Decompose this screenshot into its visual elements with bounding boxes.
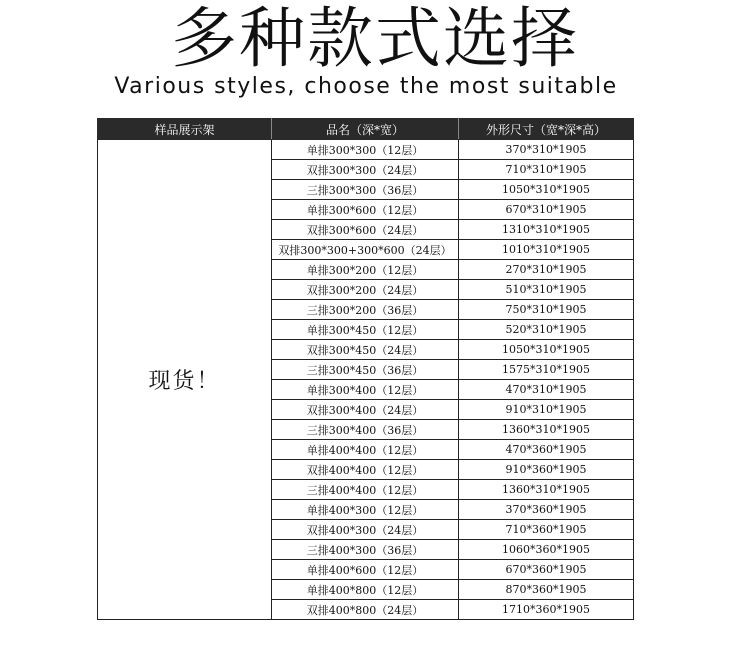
header-dimensions: 外形尺寸（宽*深*高） <box>459 119 634 140</box>
dimensions-cell: 520*310*1905 <box>459 320 634 340</box>
dimensions-cell: 270*310*1905 <box>459 260 634 280</box>
product-name-cell: 单排300*200（12层） <box>272 260 459 280</box>
product-name-cell: 双排400*800（24层） <box>272 600 459 620</box>
product-name-cell: 单排300*450（12层） <box>272 320 459 340</box>
spec-table <box>97 118 634 620</box>
table-body <box>98 140 634 620</box>
dimensions-cell: 870*360*1905 <box>459 580 634 600</box>
dimensions-cell: 1310*310*1905 <box>459 220 634 240</box>
product-name-cell: 单排300*600（12层） <box>272 200 459 220</box>
dimensions-cell: 1575*310*1905 <box>459 360 634 380</box>
dimensions-cell: 670*360*1905 <box>459 560 634 580</box>
dimensions-cell: 710*360*1905 <box>459 520 634 540</box>
dimensions-cell: 1050*310*1905 <box>459 180 634 200</box>
dimensions-cell: 370*360*1905 <box>459 500 634 520</box>
product-name-cell: 三排300*200（36层） <box>272 300 459 320</box>
dimensions-cell: 1050*310*1905 <box>459 340 634 360</box>
dimensions-cell: 710*310*1905 <box>459 160 634 180</box>
product-name-cell: 三排300*450（36层） <box>272 360 459 380</box>
product-name-cell: 三排300*400（36层） <box>272 420 459 440</box>
stock-status-label: 现货！ <box>98 140 272 620</box>
dimensions-cell: 470*310*1905 <box>459 380 634 400</box>
header-product-name: 品名（深*宽） <box>272 119 459 140</box>
product-name-cell: 单排400*800（12层） <box>272 580 459 600</box>
table-row <box>98 140 634 160</box>
product-name-cell: 双排400*300（24层） <box>272 520 459 540</box>
product-name-cell: 单排300*300（12层） <box>272 140 459 160</box>
product-name-cell: 三排400*400（12层） <box>272 480 459 500</box>
table-header-row <box>98 119 634 140</box>
product-name-cell: 单排400*300（12层） <box>272 500 459 520</box>
product-name-cell: 三排300*300（36层） <box>272 180 459 200</box>
product-name-cell: 双排400*400（12层） <box>272 460 459 480</box>
product-name-cell: 单排400*400（12层） <box>272 440 459 460</box>
dimensions-cell: 910*360*1905 <box>459 460 634 480</box>
dimensions-cell: 1010*310*1905 <box>459 240 634 260</box>
product-name-cell: 单排300*400（12层） <box>272 380 459 400</box>
product-name-cell: 双排300*300+300*600（24层） <box>272 240 459 260</box>
header-sample-rack: 样品展示架 <box>98 119 272 140</box>
page-title: 多种款式选择 <box>171 0 579 77</box>
product-name-cell: 双排300*400（24层） <box>272 400 459 420</box>
product-name-cell: 三排400*300（36层） <box>272 540 459 560</box>
dimensions-cell: 1360*310*1905 <box>459 480 634 500</box>
dimensions-cell: 1060*360*1905 <box>459 540 634 560</box>
dimensions-cell: 1360*310*1905 <box>459 420 634 440</box>
dimensions-cell: 670*310*1905 <box>459 200 634 220</box>
dimensions-cell: 750*310*1905 <box>459 300 634 320</box>
page-subtitle: Various styles, choose the most suitable <box>114 74 618 99</box>
product-name-cell: 单排400*600（12层） <box>272 560 459 580</box>
dimensions-cell: 1710*360*1905 <box>459 600 634 620</box>
dimensions-cell: 510*310*1905 <box>459 280 634 300</box>
product-name-cell: 双排300*450（24层） <box>272 340 459 360</box>
dimensions-cell: 370*310*1905 <box>459 140 634 160</box>
dimensions-cell: 910*310*1905 <box>459 400 634 420</box>
product-name-cell: 双排300*600（24层） <box>272 220 459 240</box>
product-name-cell: 双排300*300（24层） <box>272 160 459 180</box>
dimensions-cell: 470*360*1905 <box>459 440 634 460</box>
product-name-cell: 双排300*200（24层） <box>272 280 459 300</box>
